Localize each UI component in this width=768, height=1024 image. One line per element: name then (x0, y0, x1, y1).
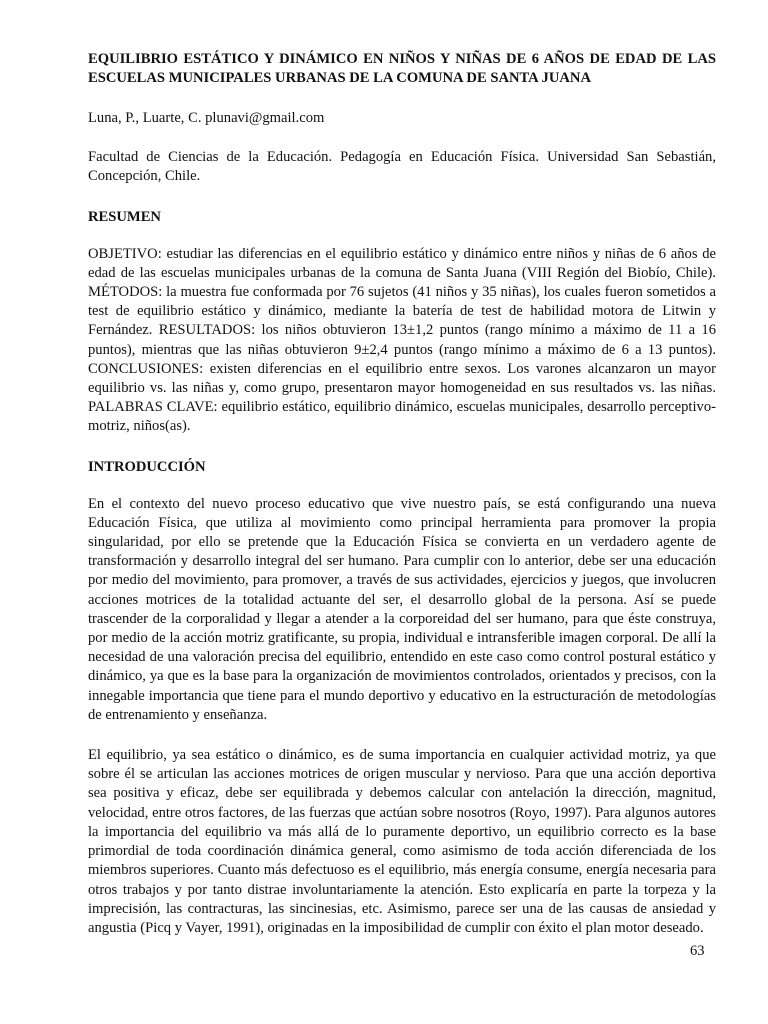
abstract-text: OBJETIVO: estudiar las diferencias en el equilibrio estático y dinámico entre niños y niñas de 6 años de edad de las escuelas municipales urbanas de la comuna de Santa Juana (VIII Región del Biobío, Chile). MÉTODOS: la muestra fue conformada por 76 sujetos (41 niños y 35 niñas), los cuales fueron sometidos a test de equilibrio estático y dinámico, mediante la batería de test de habilidad motora de Litwin y Fernández. RESULTADOS: los niños obtuvieron 13±1,2 puntos (rango mínimo a máximo de 11 a 16 puntos), mientras que las niñas obtuvieron 9±2,4 puntos (rango mínimo a máximo de 6 a 13 puntos). CONCLUSIONES: existen diferencias en el equilibrio entre sexos. Los varones alcanzaron un mayor equilibrio vs. las niñas y, como grupo, presentaron mayor homogeneidad en sus resultados vs. las niñas. PALABRAS CLAVE: equilibrio estático, equilibrio dinámico, escuelas municipales, desarrollo perceptivo-motriz, niños(as). (88, 245, 716, 435)
page-number: 63 (690, 943, 705, 959)
document-page (88, 50, 716, 959)
intro-paragraph-1: En el contexto del nuevo proceso educativo que vive nuestro país, se está configurando una nueva Educación Física, que utiliza al movimiento como principal herramienta para promover la propia singularidad, por ello se pretende que la Educación Física se convierta en un verdadero agente de transformación y desarrollo integral del ser humano. Para cumplir con lo anterior, debe ser una educación por medio del movimiento, para promover, a través de sus actividades, ejercicios y juegos, que involucren acciones motrices de la totalidad actuante del ser, el desarrollo global de la persona. Así se puede trascender de la corporalidad y llegar a atender a la corporeidad del ser humano, para que éste construya, por medio de la acción motriz gratificante, su propia, individual e intransferible imagen corporal. De allí la necesidad de una valoración precisa del equilibrio, entendido en este caso como control postural estático y dinámico, ya que es la base para la organización de movimientos controlados, orientados y precisos, con la innegable importancia que tiene para el mundo deportivo y educativo en la estructuración de metodologías de entrenamiento y enseñanza. (88, 495, 716, 723)
paper-title: EQUILIBRIO ESTÁTICO Y DINÁMICO EN NIÑOS Y NIÑAS DE 6 AÑOS DE EDAD DE LAS ESCUELAS MUNICIPALES URBANAS DE LA COMUNA DE SANTA JUANA (88, 51, 716, 86)
affiliation: Facultad de Ciencias de la Educación. Pedagogía en Educación Física. Universidad San Sebastián, Concepción, Chile. (88, 149, 716, 185)
section-heading-resumen: RESUMEN (88, 208, 161, 225)
authors-line: Luna, P., Luarte, C. plunavi@gmail.com (88, 110, 325, 126)
intro-paragraph-2: El equilibrio, ya sea estático o dinámico, es de suma importancia en cualquier actividad motriz, ya que sobre él se articulan las acciones motrices de origen muscular y nervioso. Para que una acción deportiva sea positiva y eficaz, debe ser equilibrada y debemos calcular con antelación la dirección, magnitud, velocidad, entre otros factores, de las fuerzas que actúan sobre nosotros (Royo, 1997). Para algunos autores la importancia del equilibrio va más allá de lo puramente deportivo, un equilibrio correcto es la base primordial de toda coordinación dinámica general, como asimismo de toda acción diferenciada de los miembros superiores. Cuanto más defectuoso es el equilibrio, más energía consume, energía necesaria para otros trabajos y por tanto distrae involuntariamente la atención. Esto explicaría en parte la torpeza y la imprecisión, las contracturas, las sincinesias, etc. Asimismo, parece ser una de las causas de ansiedad y angustia (Picq y Vayer, 1991), originadas en la imposibilidad de cumplir con éxito el plan motor deseado. (88, 747, 716, 936)
section-heading-introduccion: INTRODUCCIÓN (88, 458, 206, 475)
